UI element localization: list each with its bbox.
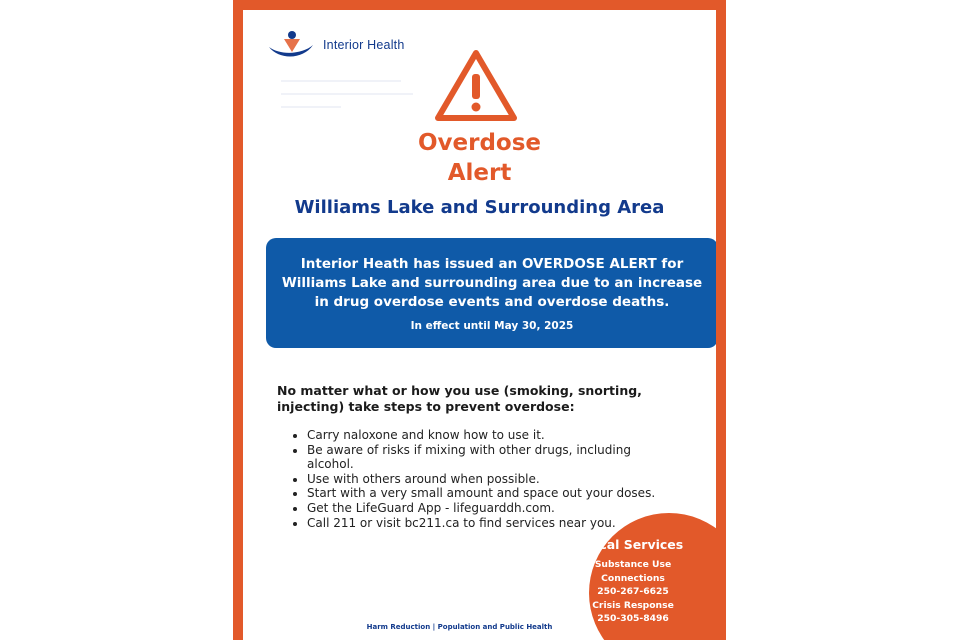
list-item: • Use with others around when possible. — [307, 472, 667, 487]
poster-border — [233, 0, 726, 640]
poster — [243, 10, 716, 640]
local-services-circle — [582, 513, 716, 640]
local-services-phone: 250-305-8496 — [597, 613, 669, 624]
local-services-line: Crisis Response — [592, 599, 674, 611]
alert-title-line-1: Overdose — [417, 130, 542, 156]
alert-notice-message: Interior Heath has issued an OVERDOSE ALERT for Williams Lake and surrounding area due to an increase in drug overdose events and overdose deaths. — [281, 256, 703, 310]
prevention-lead-text: No matter what or how you use (smoking, snorting, injecting) take steps to prevent overdose: — [277, 383, 642, 414]
warning-triangle-icon — [433, 48, 519, 128]
local-services-line: Connections — [601, 572, 665, 584]
brand-name: Interior Health — [323, 38, 405, 52]
alert-title-line-2: Alert — [447, 160, 512, 186]
faint-background-text — [281, 80, 413, 119]
interior-health-person-icon — [267, 30, 315, 60]
area-subtitle: Williams Lake and Surrounding Area — [294, 197, 665, 218]
local-services-title: Local Services — [582, 537, 684, 552]
interior-health-logo — [267, 30, 405, 60]
list-item: • Be aware of risks if mixing with other drugs, including alcohol. — [307, 443, 667, 472]
footer-text: Harm Reduction | Population and Public Health — [366, 623, 553, 631]
alert-effective-date: In effect until May 30, 2025 — [410, 320, 574, 332]
list-item: • Call 211 or visit bc211.ca to find services near you. — [307, 516, 667, 531]
alert-title — [243, 128, 716, 188]
list-item: • Get the LifeGuard App - lifeguarddh.com. — [307, 501, 667, 516]
prevention-steps-list — [283, 428, 667, 530]
local-services-line: Substance Use — [594, 559, 672, 570]
local-services-phone: 250-267-6625 — [597, 586, 669, 597]
list-item: • Start with a very small amount and space out your doses. — [307, 486, 667, 501]
alert-notice-box — [266, 238, 716, 348]
list-item: • Carry naloxone and know how to use it. — [307, 428, 667, 443]
